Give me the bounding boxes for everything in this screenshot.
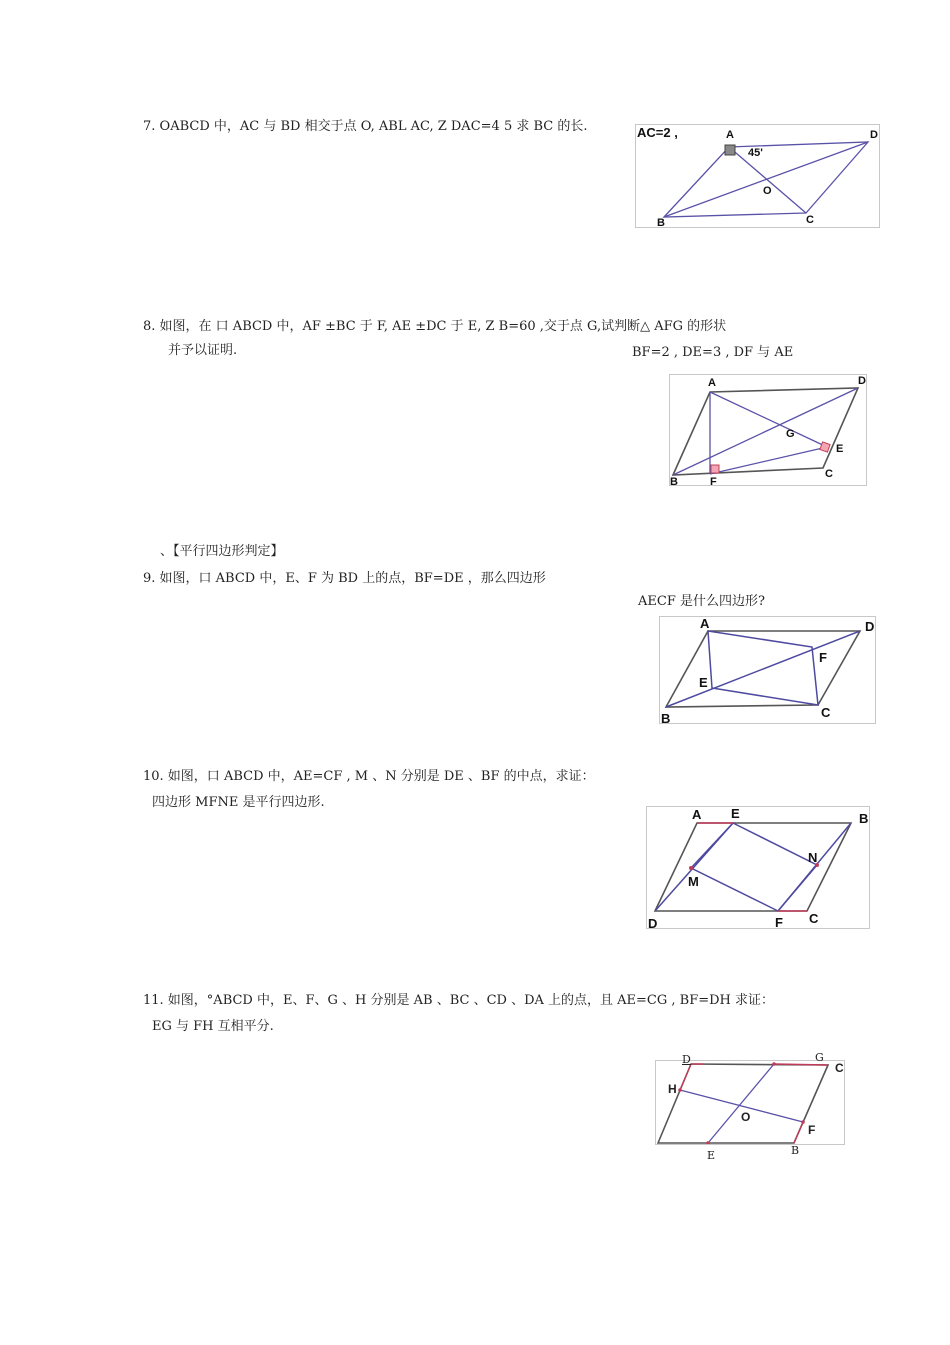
- fig9-label-f: F: [819, 650, 827, 665]
- problem-8-given: BF=2 , DE=3 , DF 与 AE: [632, 345, 794, 360]
- problem-7-text: 7. OABCD 中，AC 与 BD 相交于点 O, ABL AC, Z DAC=4 5 求 BC 的长.: [143, 119, 588, 134]
- fig7-label-c: C: [806, 214, 814, 226]
- fig11-label-b: B: [791, 1144, 800, 1157]
- fig10-label-n: N: [808, 850, 818, 865]
- section-heading: 、【平行四边形判定】: [160, 544, 284, 559]
- problem-10-text-line1: 10. 如图，口 ABCD 中，AE=CF , M 、N 分别是 DE 、BF 的中点，求证：: [143, 769, 595, 784]
- fig10-label-m: M: [688, 874, 699, 889]
- fig11-label-h: H: [668, 1082, 677, 1096]
- fig11-label-f: F: [808, 1123, 816, 1137]
- problem-10-figure: [646, 806, 870, 929]
- fig9-label-e: E: [699, 675, 708, 690]
- fig8-label-f: F: [710, 476, 717, 485]
- problem-8-text-line1: 8. 如图，在 口 ABCD 中，AF ±BC 于 F, AE ±DC 于 E, Z B=60 ,交于点 G,试判断△ AFG 的形状: [143, 319, 727, 334]
- fig10-label-f: F: [775, 915, 783, 928]
- fig11-label-d: D: [682, 1053, 691, 1066]
- fig7-label-o: O: [763, 185, 772, 197]
- fig8-label-a: A: [708, 377, 716, 389]
- fig9-label-a: A: [700, 617, 710, 631]
- fig11-label-c: C: [835, 1061, 844, 1075]
- fig7-label-a: A: [726, 129, 734, 141]
- fig10-label-e: E: [731, 807, 740, 821]
- problem-8-text-line2: 并予以证明.: [168, 343, 238, 358]
- problem-8-figure: [669, 374, 867, 486]
- problem-11-text-line2: EG 与 FH 互相平分.: [152, 1019, 274, 1034]
- fig8-label-g: G: [786, 428, 795, 440]
- fig7-label-d: D: [870, 129, 878, 141]
- fig7-label-b: B: [657, 217, 665, 227]
- fig11-label-g: G: [815, 1051, 824, 1064]
- fig10-label-b: B: [859, 811, 869, 826]
- problem-10-text-line2: 四边形 MFNE 是平行四边形.: [152, 795, 325, 810]
- problem-7-figure: [635, 124, 880, 228]
- fig11-label-o: O: [741, 1110, 751, 1124]
- fig9-label-b: B: [661, 711, 671, 723]
- problem-11-figure: [655, 1060, 845, 1145]
- fig10-label-d: D: [648, 916, 658, 928]
- problem-9-text-line2: AECF 是什么四边形?: [638, 594, 765, 609]
- fig7-label-angle: 45': [748, 147, 763, 159]
- fig10-label-a: A: [692, 807, 702, 822]
- fig9-label-d: D: [865, 619, 875, 634]
- fig11-label-e: E: [707, 1149, 716, 1162]
- fig7-caption: AC=2 ,: [637, 125, 678, 140]
- fig10-label-c: C: [809, 911, 819, 926]
- problem-9-figure: [659, 616, 876, 724]
- fig8-label-b: B: [670, 476, 678, 485]
- fig8-label-e: E: [836, 443, 844, 455]
- problem-9-text-line1: 9. 如图，口 ABCD 中，E、F 为 BD 上的点，BF=DE ，那么四边形: [143, 571, 546, 586]
- fig8-label-c: C: [825, 468, 833, 480]
- problem-11-text-line1: 11. 如图，°ABCD 中，E、F、G 、H 分别是 AB 、BC 、CD 、DA 上的点，且 AE=CG , BF=DH 求证：: [143, 993, 775, 1008]
- fig8-label-d: D: [858, 375, 866, 387]
- fig9-label-c: C: [821, 705, 831, 720]
